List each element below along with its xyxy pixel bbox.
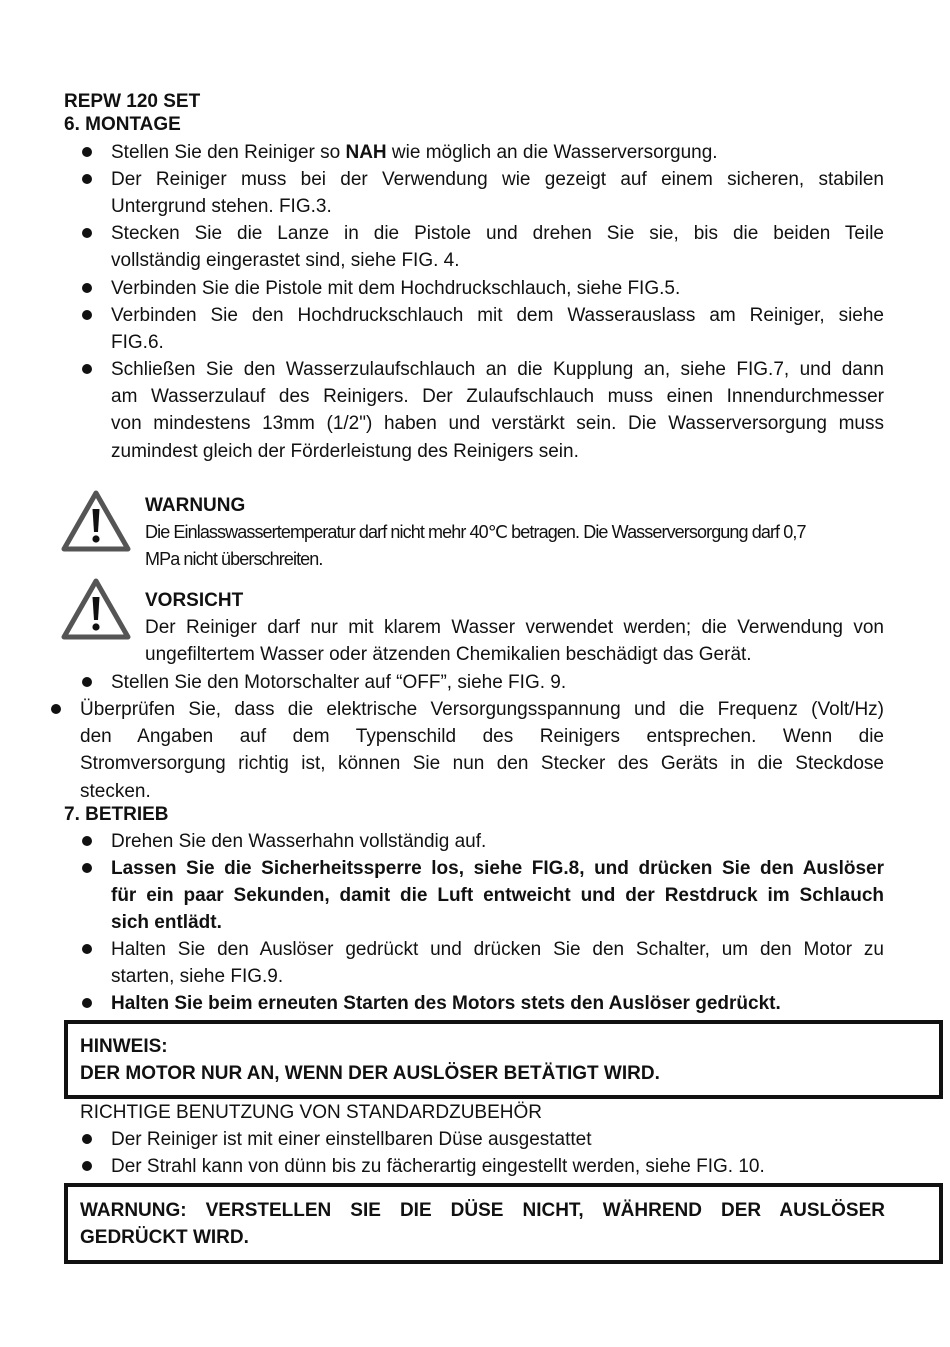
bullet-dot [51,704,61,714]
bullet-dot [82,944,92,954]
montage-item-3-line-2: vollständig eingerastet sind, siehe FIG. 4. [111,250,460,272]
betrieb-item-3 [111,936,884,990]
betrieb-item-2 [111,855,884,937]
montage-item-1-text: Stellen Sie den Reiniger so [111,142,346,163]
vorsicht-title: VORSICHT [145,590,244,611]
betrieb-item-4: Halten Sie beim erneuten Starten des Motors stets den Auslöser gedrückt. [111,993,781,1014]
voltage-check-item [80,696,884,805]
montage-item-2 [111,166,884,220]
vorsicht-line-2: ungefiltertem Wasser oder ätzenden Chemikalien beschädigt das Gerät. [145,644,752,666]
montage-item-6-line-2: am Wasserzulauf des Reinigers. Der Zulaufschlauch muss einen Innendurchmesser [111,386,884,408]
motor-switch-item: Stellen Sie den Motorschalter auf “OFF”, siehe FIG. 9. [111,672,567,693]
betrieb-item-2-line-2: für ein paar Sekunden, damit die Luft entweicht und der Restdruck im Schlauch [111,885,884,907]
model-title: REPW 120 SET [64,91,201,112]
bullet-dot [82,147,92,157]
voltage-check-line-1: Überprüfen Sie, dass die elektrische Versorgungsspannung und die Frequenz (Volt/Hz) [80,699,884,720]
bullet-dot [82,310,92,320]
warning-triangle-icon [61,490,131,552]
montage-item-6-line-3: von mindestens 13mm (1/2") haben und verstärkt sein. Die Wasserversorgung muss [111,413,884,435]
warnung-title: WARNUNG [145,495,246,516]
warnung-line-2: MPa nicht überschreiten. [145,549,323,569]
final-warning-line-1: WARNUNG: VERSTELLEN SIE DIE DÜSE NICHT, WÄHREND DER AUSLÖSER [80,1200,885,1221]
betrieb-item-2-line-1: Lassen Sie die Sicherheitssperre los, siehe FIG.8, und drücken Sie den Auslöser [111,858,884,879]
voltage-check-line-4: stecken. [80,780,151,802]
zubehoer-heading: RICHTIGE BENUTZUNG VON STANDARDZUBEHÖR [80,1102,543,1123]
hinweis-box [64,1020,943,1099]
montage-item-2-line-2: Untergrund stehen. FIG.3. [111,196,332,218]
montage-item-6 [111,356,884,465]
section-7-heading: 7. BETRIEB [64,804,169,825]
montage-item-6-line-1: Schließen Sie den Wasserzulaufschlauch an die Kupplung an, siehe FIG.7, und dann [111,359,884,380]
bullet-dot [82,836,92,846]
bullet-dot [82,677,92,687]
montage-item-5-line-2: FIG.6. [111,332,164,354]
bullet-dot [82,1134,92,1144]
final-warning-text [80,1197,885,1251]
montage-item-5 [111,302,884,356]
vorsicht-line-1: Der Reiniger darf nur mit klarem Wasser verwendet werden; die Verwendung von [145,617,884,638]
hinweis-title: HINWEIS: [80,1036,168,1057]
bullet-dot [82,174,92,184]
hinweis-text: DER MOTOR NUR AN, WENN DER AUSLÖSER BETÄTIGT WIRD. [80,1063,660,1084]
bullet-dot [82,283,92,293]
bullet-dot [82,228,92,238]
montage-item-6-line-4: zumindest gleich der Förderleistung des Reinigers sein. [111,440,579,462]
caution-triangle-icon [61,578,131,640]
betrieb-item-3-line-2: starten, siehe FIG.9. [111,966,284,988]
vorsicht-text [145,614,884,668]
betrieb-item-1: Drehen Sie den Wasserhahn vollständig auf. [111,831,487,852]
bullet-dot [82,1161,92,1171]
final-warning-line-2: GEDRÜCKT WIRD. [80,1227,249,1249]
montage-item-5-line-1: Verbinden Sie den Hochdruckschlauch mit dem Wasserauslass am Reiniger, siehe [111,305,884,326]
bullet-dot [82,998,92,1008]
montage-item-3-line-1: Stecken Sie die Lanze in die Pistole und drehen Sie sie, bis die beiden Teile [111,223,884,244]
betrieb-item-3-line-1: Halten Sie den Auslöser gedrückt und drücken Sie den Schalter, um den Motor zu [111,939,884,960]
voltage-check-line-3: Stromversorgung richtig ist, können Sie nun den Stecker des Geräts in die Steckdose [80,753,884,775]
zubehoer-item-2: Der Strahl kann von dünn bis zu fächerartig eingestellt werden, siehe FIG. 10. [111,1156,765,1177]
montage-item-4: Verbinden Sie die Pistole mit dem Hochdruckschlauch, siehe FIG.5. [111,278,681,299]
montage-item-1 [111,139,718,166]
bullet-dot [82,364,92,374]
final-warning-box [64,1183,943,1264]
montage-item-2-line-1: Der Reiniger muss bei der Verwendung wie gezeigt auf einem sicheren, stabilen [111,169,884,190]
montage-item-1-emphasis: NAH [345,142,387,163]
montage-item-1-text-end: wie möglich an die Wasserversorgung. [386,142,718,163]
betrieb-item-2-line-3: sich entlädt. [111,912,222,934]
montage-item-3 [111,220,884,274]
section-6-heading: 6. MONTAGE [64,114,181,135]
warnung-line-1: Die Einlasswassertemperatur darf nicht mehr 40℃ betragen. Die Wasserversorgung darf 0,7 [145,522,806,542]
voltage-check-line-2: den Angaben auf dem Typenschild des Reinigers entsprechen. Wenn die [80,726,884,748]
zubehoer-item-1: Der Reiniger ist mit einer einstellbaren Düse ausgestattet [111,1129,592,1150]
bullet-dot [82,863,92,873]
